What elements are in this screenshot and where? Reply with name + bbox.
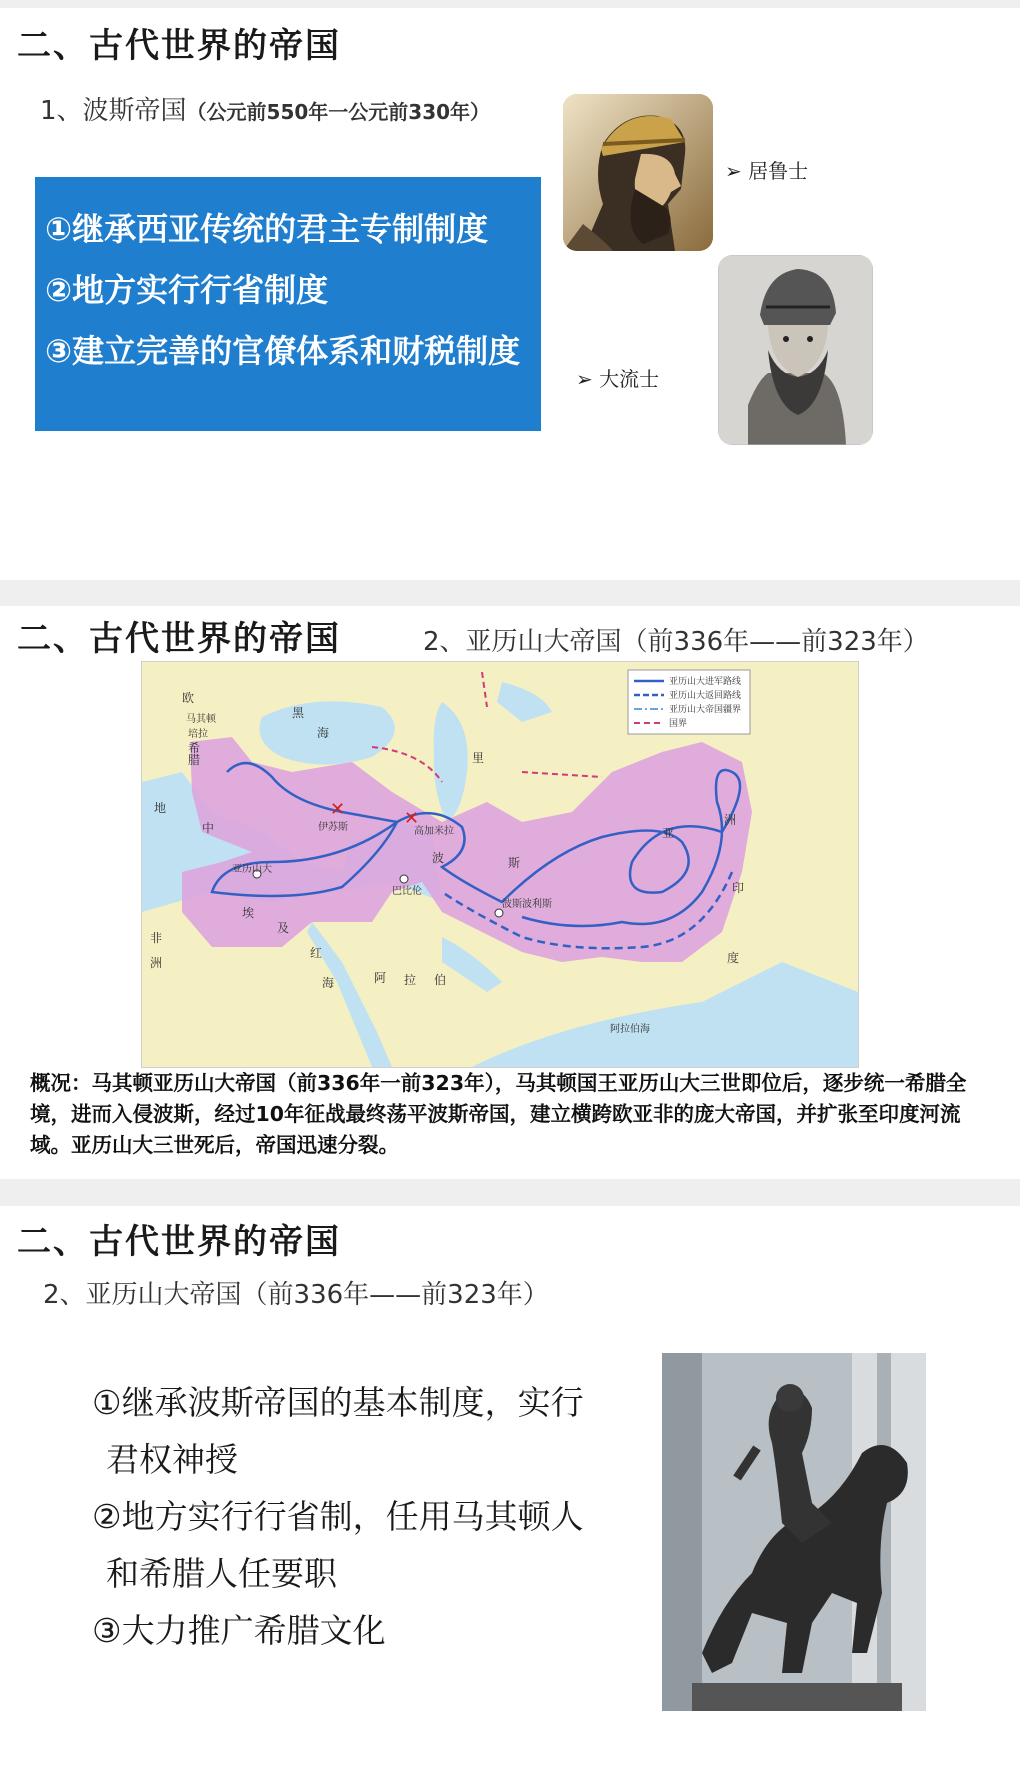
policy-box — [35, 177, 541, 431]
map-label: 高加米拉 — [414, 826, 454, 837]
map-label: 斯 — [508, 856, 521, 870]
section-subtitle — [40, 90, 490, 127]
policy-list — [92, 1374, 632, 1659]
map-label: 欧 — [182, 691, 195, 705]
map-label: 腊 — [188, 753, 201, 767]
map-label: 洲 — [724, 813, 737, 827]
darius-portrait — [718, 255, 873, 445]
map-label: 非 — [150, 931, 163, 945]
slide-title: 二、古代世界的帝国 — [17, 619, 341, 659]
battle-mark-issus: ✕ — [330, 799, 346, 820]
slide-title: 二、古代世界的帝国 — [17, 1222, 341, 1262]
slide-alexander-map — [0, 606, 1020, 1179]
map-label: 中 — [202, 821, 215, 835]
subtitle-dates: （公元前550年一公元前330年） — [186, 100, 491, 124]
map-label: 里 — [472, 751, 485, 765]
slide-title: 二、古代世界的帝国 — [17, 26, 341, 66]
policy-item: ③建立完善的官僚体系和财税制度 — [45, 332, 521, 370]
alexander-empire-map — [141, 661, 859, 1068]
legend-label: 亚历山大进军路线 — [669, 677, 742, 687]
slide-alexander-policies — [0, 1206, 1020, 1768]
map-label: 黑 — [292, 706, 305, 720]
policy-item: ②地方实行行省制，任用马其顿人 — [92, 1497, 584, 1536]
map-label: 伯 — [434, 973, 447, 987]
map-label: 洲 — [150, 956, 163, 970]
legend-label: 国界 — [669, 719, 688, 729]
map-label: 海 — [322, 976, 335, 990]
map-label: 亚历山大 — [232, 864, 272, 875]
map-label: 及 — [277, 921, 290, 935]
policy-item-cont: 和希腊人任要职 — [106, 1554, 337, 1593]
policy-item: ①继承西亚传统的君主专制制度 — [45, 210, 489, 248]
policy-item-cont: 君权神授 — [106, 1440, 238, 1479]
map-label: 度 — [727, 951, 740, 965]
map-label: 阿 — [374, 971, 387, 985]
map-label: 拉 — [404, 973, 417, 987]
caption-darius: ➢ 大流士 — [576, 367, 660, 391]
policy-item: ①继承波斯帝国的基本制度，实行 — [92, 1383, 584, 1422]
map-label: 印 — [732, 881, 745, 895]
battle-mark-gaugamela: ✕ — [404, 808, 420, 829]
map-label: 埃 — [242, 906, 255, 920]
slide-persian-empire — [0, 8, 1020, 580]
map-label: 希 — [188, 741, 201, 755]
legend-label: 亚历山大返回路线 — [669, 691, 742, 701]
alexander-statue-photo — [662, 1353, 926, 1711]
map-label: 伊苏斯 — [318, 822, 348, 833]
map-label: 海 — [317, 726, 330, 740]
map-canvas — [142, 662, 858, 1067]
summary-text: 概况：马其顿亚历山大帝国（前336年一前323年），马其顿国王亚历山大三世即位后，逐步统一希腊全境，进而入侵波斯，经过10年征战最终荡平波斯帝国，建立横跨欧亚非的庞大帝国，并扩张至印度河流域。亚历山大三世死后，帝国迅速分裂。 — [30, 1071, 967, 1157]
map-label: 巴比伦 — [392, 886, 422, 897]
subtitle-main: 1、波斯帝国 — [40, 96, 187, 126]
cyrus-portrait — [563, 94, 713, 251]
map-label: 地 — [154, 801, 167, 815]
map-label: 马其顿 — [186, 714, 216, 725]
map-label: 波 — [432, 851, 445, 865]
policy-item: ③大力推广希腊文化 — [92, 1611, 386, 1650]
map-label: 红 — [310, 946, 323, 960]
policy-item: ②地方实行行省制度 — [45, 271, 329, 309]
legend-label: 亚历山大帝国疆界 — [669, 705, 742, 715]
caption-cyrus: ➢ 居鲁士 — [725, 159, 809, 183]
map-label: 培拉 — [188, 729, 208, 740]
map-label: 阿拉伯海 — [610, 1024, 650, 1035]
map-label: 波斯波利斯 — [502, 899, 552, 910]
map-label: 亚 — [662, 826, 675, 840]
section-subtitle: 2、亚历山大帝国（前336年——前323年） — [43, 1280, 549, 1310]
section-subtitle: 2、亚历山大帝国（前336年——前323年） — [423, 627, 929, 657]
